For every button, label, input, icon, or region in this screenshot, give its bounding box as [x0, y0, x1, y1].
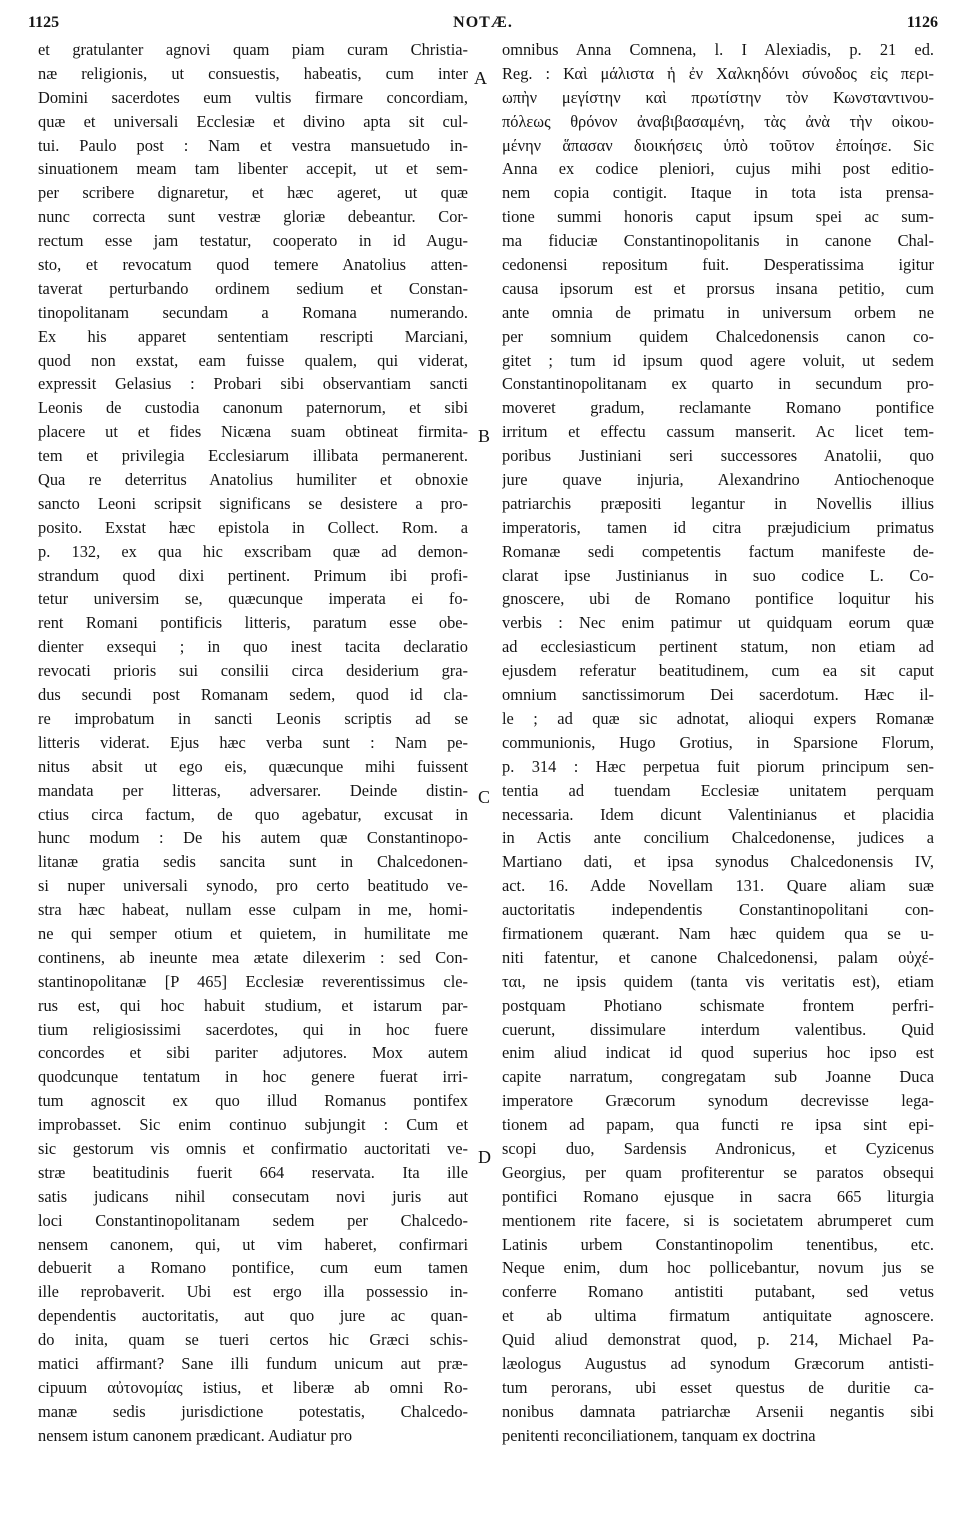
left-column-line: mandata per litteras, adversarer. Deinde distin-: [38, 780, 468, 800]
right-column-line: p. 314 : Hæc perpetua fuit piorum principum sen-: [502, 756, 934, 776]
right-column-line: cedonensi repositum fuit. Desperatissima igitur: [502, 255, 934, 275]
right-column-line: ωπὴν μεγίστην καὶ πρωτίστην τὸν Κωνσταντινου-: [502, 87, 934, 107]
left-column-line: do inita, quam se tueri certos hic Græci schis-: [38, 1330, 468, 1350]
left-column-line: tum agnoscit ex quo illud Romanus pontifex: [38, 1091, 468, 1111]
right-column-line: penitenti reconciliationem, tanquam ex doctrina: [502, 1425, 816, 1445]
left-column-line: debuerit a Romano pontifice, cum eum tamen: [38, 1258, 468, 1278]
left-column-line: dus secundi post Romanam sedem, quod id cla-: [38, 685, 468, 705]
left-column-line: dependentis auctoritatis, aut quo jure ac quan-: [38, 1306, 468, 1326]
right-column-line: Anna ex codice pleniori, cujus mihi post editio-: [502, 159, 934, 179]
left-column-line: cipuum αὐτονομίας istius, et liberæ ab omni Ro-: [38, 1377, 468, 1397]
right-column-line: ejusdem referatur beatitudinem, cum ea sit caput: [502, 661, 934, 681]
left-column-line: nunc correcta sunt vestræ gloriæ debeantur. Cor-: [38, 207, 468, 227]
right-column-line: tione summi honoris caput ipsum spei ac sum-: [502, 207, 934, 227]
right-column-line: læologus Augustus ad synodum Græcorum antisti-: [502, 1353, 934, 1373]
right-column-line: ad ecclesiasticum pertinent statum, non etiam ad: [502, 637, 934, 657]
left-column-line: revocati prioris sui consilii circa desiderium gra-: [38, 661, 468, 681]
left-column-line: satis judicans nihil consecutam novi juris aut: [38, 1186, 468, 1206]
right-column-line: tionem ad papam, qua functi re ipsa sint epi-: [502, 1115, 934, 1135]
left-column-line: Ex his apparet sententiam rescripti Marciani,: [38, 326, 468, 346]
left-column-line: tem et privilegia Ecclesiarum illibata permanerent.: [38, 446, 468, 466]
right-column-line: imperatoris, tamen id citra præjudicium primatus: [502, 517, 934, 537]
left-column: [38, 38, 468, 1448]
right-column-line: le ; ad quæ sic adnotat, alioqui expers Romanæ: [502, 708, 934, 728]
margin-marker-b: B: [478, 426, 491, 446]
left-column-line: concordes et sibi pariter adjutores. Mox autem: [38, 1043, 468, 1063]
left-column-line: tinopolitanam secundam a Romana numerando.: [38, 302, 468, 322]
left-column-line: p. 132, ex qua hic exscribam quæ ad demon-: [38, 541, 468, 561]
right-column-line: omnibus Anna Comnena, l. I Alexiadis, p. 21 ed.: [502, 40, 934, 59]
right-column-line: patriarchis præpositi legantur in Novellis illius: [502, 493, 934, 513]
right-column-line: ται, ne ipsis quidem (tanta vis veritatis est), etiam: [502, 971, 934, 991]
right-column-line: omnium sanctissimorum Dei sacerdotum. Hæc il-: [502, 685, 934, 705]
right-column-line: ma fiduciæ Constantinopolitanis in canone Chal-: [502, 231, 934, 251]
right-column-line: clarat ipse Justinianus in suo codice L. Co-: [502, 565, 934, 585]
right-column-line: μένην ἅπασαν διοικήσεις ὑπὸ τοῦτον ἐποίησε. Sic: [502, 135, 934, 155]
right-column-line: per somnium quidem Chalcedonensis canon co-: [502, 326, 934, 346]
page-number-left: 1125: [28, 14, 60, 31]
right-column-line: postquam Photiano schismate frontem perfri-: [502, 995, 934, 1015]
margin-marker-a: A: [474, 68, 487, 88]
left-column-line: sancto Leoni scripsit significans se desistere a pro-: [38, 493, 468, 513]
left-column-line: dienter exsequi ; in quo inest tacita declaratio: [38, 637, 468, 657]
right-column-line: Constantinopolitanam ex quarto in secundum pro-: [502, 374, 934, 394]
right-column-line: firmationem quærant. Nam hæc quidem qua se u-: [502, 923, 934, 943]
right-column-line: niti fatentur, et canone Chalcedonensi, palam οὐχέ-: [502, 947, 934, 967]
left-column-line: et gratulanter agnovi quam piam curam Christia-: [38, 40, 468, 59]
right-column-line: mentionem rite facere, si is societatem abrumperet cum: [502, 1210, 934, 1230]
right-column-line: ante omnia de primatu in universum orbem ne: [502, 302, 934, 322]
right-column-line: gitet ; tum id ipsum quod agere voluit, ut sedem: [502, 350, 934, 370]
right-column-line: cuerunt, dissimulare interdum valentibus. Quid: [502, 1019, 934, 1039]
left-column-line: sic gestorum vis omnis et confirmatio auctoritati ve-: [38, 1138, 468, 1158]
margin-marker-d: D: [478, 1147, 491, 1167]
left-column-line: rent Romani pontificis litteris, paratum esse obe-: [38, 613, 468, 633]
right-column-line: causa ipsorum est et prorsus insana petitio, cum: [502, 278, 934, 298]
running-title: NOTÆ.: [453, 14, 513, 31]
right-column-line: jure quave injuria, Alexandrino Antiochenoque: [502, 470, 934, 490]
left-column-line: tetur universim se, quæcunque imperata ei fo-: [38, 589, 468, 609]
left-column-line: re improbatum in sancti Leonis scriptis ad se: [38, 708, 468, 728]
right-column-line: tentia ad tuendam Ecclesiæ unitatem perquam: [502, 780, 934, 800]
right-column-line: verbis : Nec enim patimur ut quidquam eorum quæ: [502, 613, 934, 633]
right-column-line: nonibus damnata patriarchæ Arsenii negantis sibi: [502, 1401, 934, 1421]
right-column-line: Romanæ sedi competentis factum manifeste de-: [502, 541, 934, 561]
left-column-line: litteris viderat. Ejus hæc verba sunt : Nam pe-: [38, 732, 468, 752]
right-column: [502, 38, 934, 1448]
left-column-line: continens, ab ineunte mea ætate dilexerim : sed Con-: [38, 947, 468, 967]
right-column-line: scopi duo, Sardensis Andronicus, et Cyzicenus: [502, 1138, 934, 1158]
right-column-line: capite narratum, congregatam sub Joanne Duca: [502, 1067, 934, 1087]
right-column-line: in Actis ante concilium Chalcedonense, judices a: [502, 828, 934, 848]
right-column-line: moveret gradum, reclamante Romano pontifice: [502, 398, 934, 418]
left-column-line: quod non exstat, eam fuisse qualem, qui viderat,: [38, 350, 468, 370]
left-column-line: ne qui semper otium et quietem, in humilitate me: [38, 923, 468, 943]
right-column-line: Reg. : Καὶ μάλιστα ἡ ἐν Χαλκηδόνι σύνοδος εἰς περι-: [502, 63, 934, 83]
left-column-line: sto, et revocatum quod temere Anatolius atten-: [38, 255, 468, 275]
right-column-line: et ab ultima firmatum antiquitate agnoscere.: [502, 1306, 934, 1326]
right-column-line: pontifici Romano ejusque in sacra 665 liturgia: [502, 1186, 934, 1206]
right-column-line: conferre Romano antistiti putabant, sed vetus: [502, 1282, 934, 1302]
left-column-line: nensem canonem, qui, ut vim haberet, confirmari: [38, 1234, 468, 1254]
left-column-line: ille reprobaverit. Ubi est ergo illa possessio in-: [38, 1282, 468, 1302]
page-number-right: 1126: [906, 14, 938, 31]
right-column-line: act. 16. Adde Novellam 131. Quare aliam suæ: [502, 876, 934, 896]
left-column-line: matici affirmant? Sane illi fundum unicum aut præ-: [38, 1353, 468, 1373]
left-column-line: rectum esse jam testatur, cooperato in id Augu-: [38, 231, 468, 251]
left-column-line: hunc modum : De his autem quæ Constantinopo-: [38, 828, 468, 848]
left-column-line: strandum quod dixi pertinent. Primum ibi profi-: [38, 565, 468, 585]
right-column-line: πόλεως θρόνον ἀναβιβασαμένη, τὰς ἀνὰ τὴν οἰκου-: [502, 111, 934, 131]
right-column-line: poribus Justiniani seri successores Anatolii, quo: [502, 446, 934, 466]
left-column-line: posito. Exstat hæc epistola in Collect. Rom. a: [38, 517, 468, 537]
left-column-line: næ religionis, ut consuestis, habeatis, cum inter: [38, 63, 468, 83]
right-column-line: gnoscere, ubi de Romano pontifice loquitur his: [502, 589, 934, 609]
left-column-line: improbasset. Sic enim continuo subjungit : Cum et: [38, 1115, 468, 1135]
margin-marker-c: C: [478, 787, 491, 807]
right-column-line: Martiano dati, et ipsa synodus Chalcedonensis IV,: [502, 852, 934, 872]
right-column-line: imperatore Græcorum synodum decrevisse lega-: [502, 1091, 934, 1111]
left-column-line: taverat perturbando ordinem sedium et Constan-: [38, 278, 468, 298]
left-column-line: quæ et universali Ecclesiæ et divino apta sit cul-: [38, 111, 468, 131]
right-column-line: auctoritatis independentis Constantinopolitani con-: [502, 900, 934, 920]
right-column-line: Quid aliud demonstrat quod, p. 214, Michael Pa-: [502, 1330, 934, 1350]
left-column-line: quodcunque tentatum in hoc genere fuerat irri-: [38, 1067, 468, 1087]
left-column-line: loci Constantinopolitanam sedem per Chalcedo-: [38, 1210, 468, 1230]
left-column-line: stræ beatitudinis fuerit 664 reservata. Ita ille: [38, 1162, 468, 1182]
left-column-line: Qua re deterritus Anatolius humiliter et obnoxie: [38, 470, 468, 490]
right-column-line: communionis, Hugo Grotius, in Sparsione Florum,: [502, 732, 934, 752]
right-column-line: necessaria. Idem dicunt Valentinianus et placidia: [502, 804, 934, 824]
left-column-line: expressit Gelasius : Probari sibi observantiam sancti: [38, 374, 468, 394]
left-column-line: placere ut et fides Nicæna suam obtineat firmita-: [38, 422, 468, 442]
left-column-line: per scribere dignaretur, et hæc ageret, ut quæ: [38, 183, 468, 203]
right-column-line: tum perorans, ubi esset questus de duritie ca-: [502, 1377, 934, 1397]
left-column-line: Domini sacerdotes eum vultis firmare concordiam,: [38, 87, 468, 107]
left-column-line: tui. Paulo post : Nam et vestra mansuetudo in-: [38, 135, 468, 155]
left-column-line: tium religiosissimi sacerdotes, qui in hoc fuere: [38, 1019, 468, 1039]
right-column-line: Latinis urbem Constantinopolim tenentibus, etc.: [502, 1234, 934, 1254]
left-column-line: rus est, qui hoc habuit studium, et istarum par-: [38, 995, 468, 1015]
left-column-line: ctius circa factum, de quo agebatur, excusat in: [38, 804, 468, 824]
left-column-line: stra hæc habeat, nullam esse culpam in me, homi-: [38, 900, 468, 920]
right-column-line: enim aliud indicat id quod superius hoc ipso est: [502, 1043, 934, 1063]
left-column-line: manæ sedis jurisdictione potestatis, Chalcedo-: [38, 1401, 468, 1421]
left-column-line: litanæ gratia sedis sancita sunt in Chalcedonen-: [38, 852, 468, 872]
page-header: [28, 6, 938, 36]
left-column-line: nitus absit ut ego eis, quæcunque mihi fuissent: [38, 756, 468, 776]
right-column-line: irritum et effectu cassum manserit. Ac licet tem-: [502, 422, 934, 442]
left-column-line: stantinopolitanæ [P 465] Ecclesiæ reverentissimus cle-: [38, 971, 468, 991]
right-column-line: nem copia contigit. Itaque in tota ista prensa-: [502, 183, 934, 203]
left-column-line: si nuper universali synodo, pro certo beatitudo ve-: [38, 876, 468, 896]
left-column-line: Leonis de custodia canonum paternorum, et sibi: [38, 398, 468, 418]
left-column-line: sinuationem meam tam libenter accepit, ut et sem-: [38, 159, 468, 179]
right-column-line: Georgius, per quam profiterentur se paratos obsequi: [502, 1162, 934, 1182]
left-column-line: nensem istum canonem prædicant. Audiatur pro: [38, 1425, 353, 1445]
right-column-line: Neque enim, dum hoc pollicebantur, novum jus se: [502, 1258, 934, 1278]
